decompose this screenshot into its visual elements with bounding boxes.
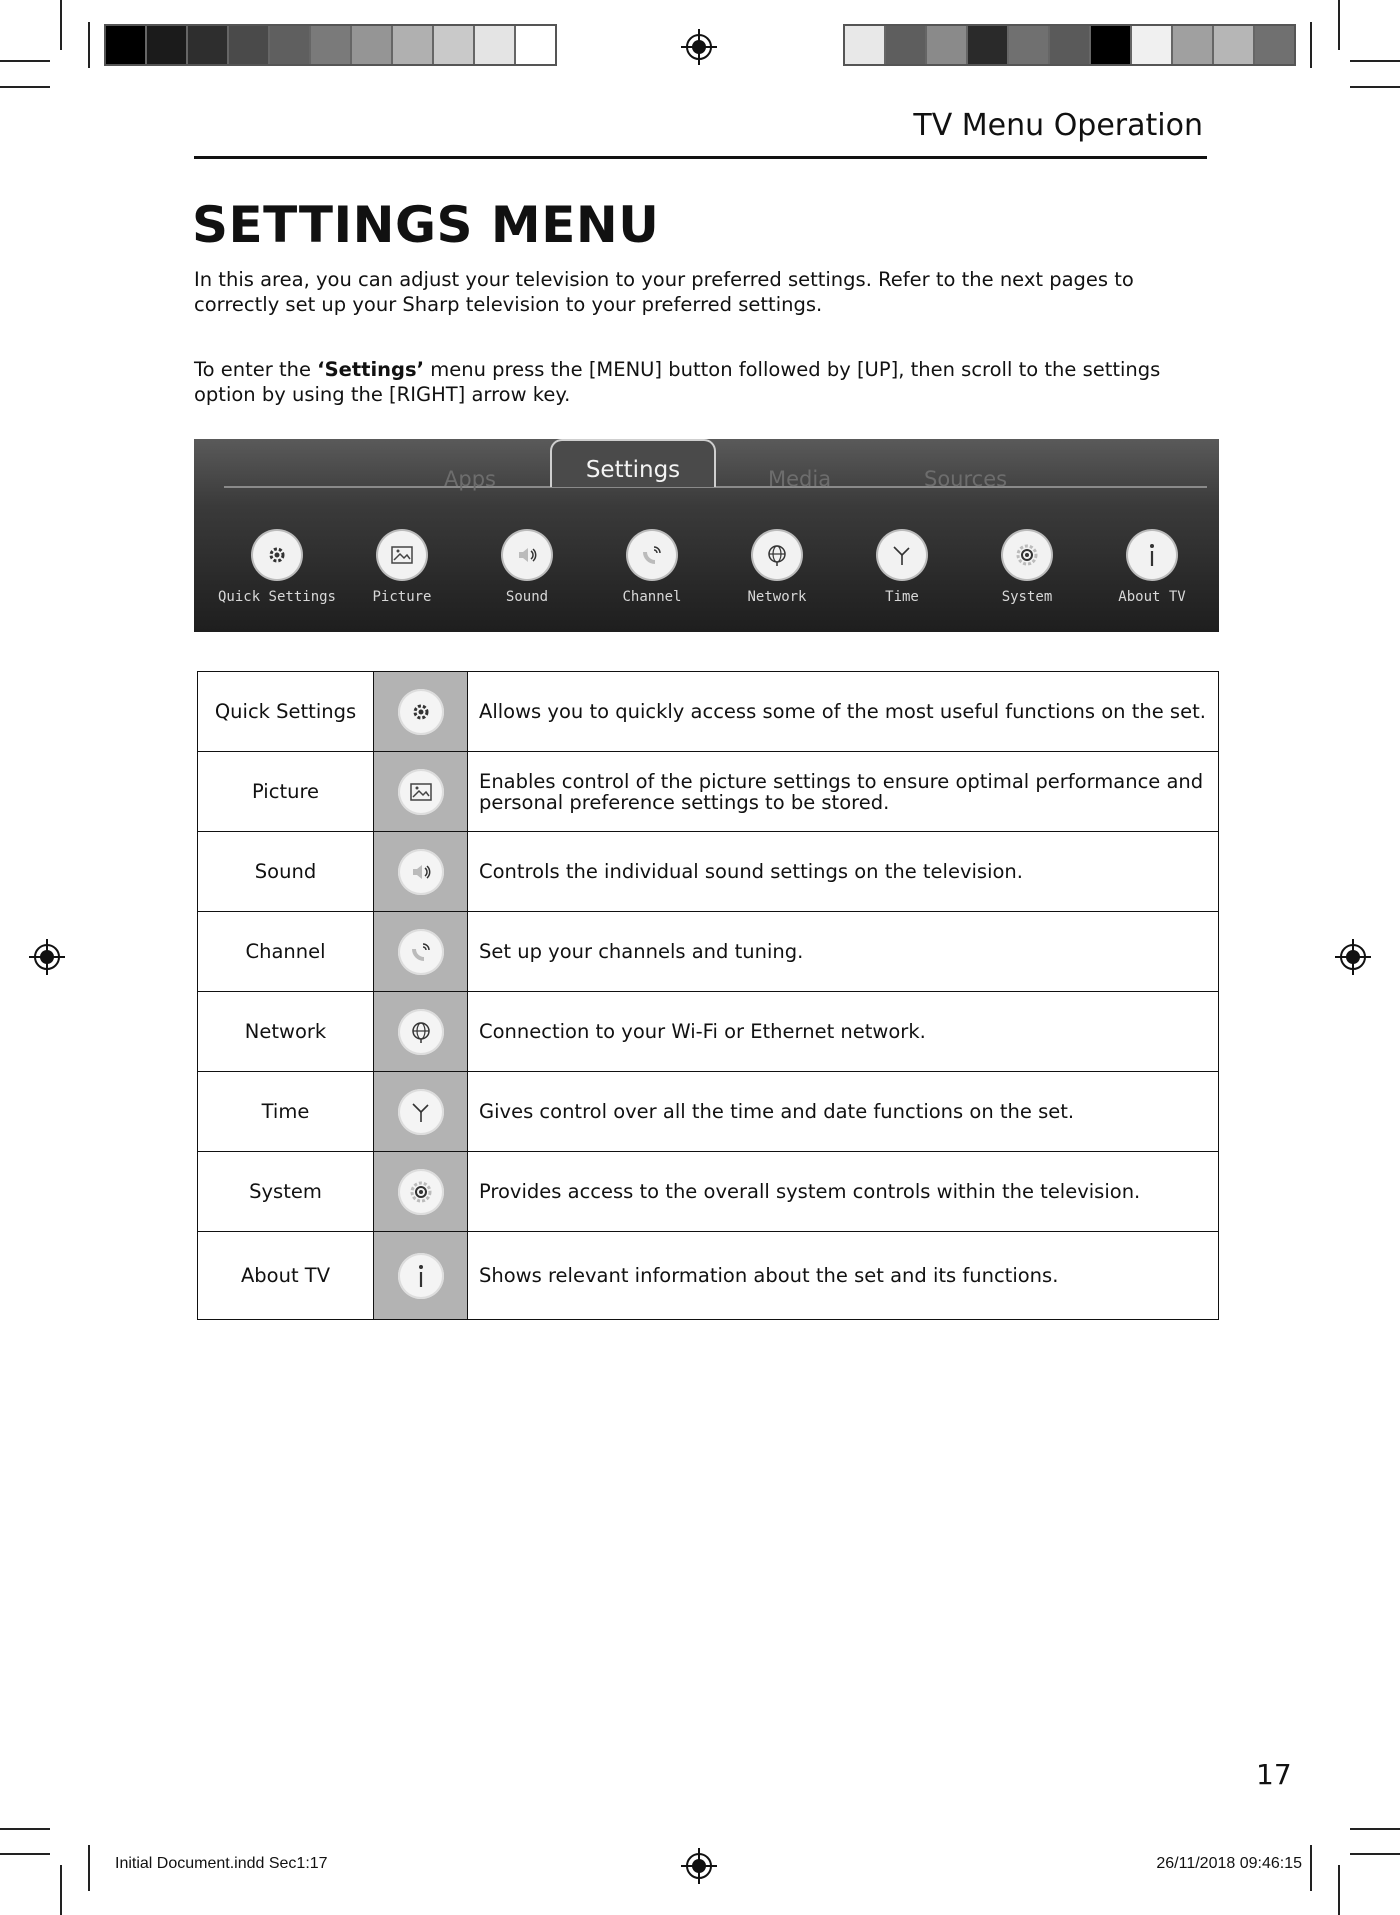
color-swatch (311, 26, 352, 64)
settings-table (197, 671, 1219, 1320)
footer-file-info: Initial Document.indd Sec1:17 (115, 1855, 328, 1872)
picture-icon (390, 545, 414, 565)
enter-instruction (194, 357, 1214, 407)
color-swatch (886, 26, 927, 64)
color-swatch (1214, 26, 1255, 64)
instruction-prefix: To enter the (194, 358, 318, 381)
crop-mark (1350, 60, 1400, 62)
speaker-icon (410, 861, 432, 883)
section-title: TV Menu Operation (913, 108, 1203, 143)
satellite-icon (640, 543, 664, 567)
color-swatch (968, 26, 1009, 64)
tv-item-sound (467, 531, 587, 605)
table-row (198, 672, 1219, 752)
clock-icon (890, 543, 914, 567)
tv-item-label: Quick Settings (217, 589, 336, 605)
row-name: Picture (198, 752, 374, 832)
row-description: Enables control of the picture settings to ensure optimal performance and personal preference settings to be stored. (468, 752, 1219, 832)
tab-apps: Apps (444, 467, 496, 491)
tv-item-label: System (1001, 589, 1053, 605)
tab-settings (550, 439, 716, 487)
color-swatch (147, 26, 188, 64)
table-row (198, 1232, 1219, 1320)
info-icon (1142, 542, 1162, 568)
crop-mark (60, 0, 62, 50)
row-description: Gives control over all the time and date functions on the set. (468, 1072, 1219, 1152)
row-description: Shows relevant information about the set and its functions. (468, 1232, 1219, 1320)
row-description: Allows you to quickly access some of the most useful functions on the set. (468, 672, 1219, 752)
color-swatch (229, 26, 270, 64)
header-rule (194, 156, 1207, 159)
speaker-icon (516, 544, 538, 566)
color-swatch (270, 26, 311, 64)
color-swatch (1173, 26, 1214, 64)
table-row (198, 1072, 1219, 1152)
color-bar-right (843, 24, 1296, 66)
registration-mark-icon (29, 939, 65, 975)
clock-icon (409, 1100, 433, 1124)
tab-sources: Sources (924, 467, 1008, 491)
tv-item-about-tv (1092, 531, 1212, 605)
color-swatch (1132, 26, 1173, 64)
table-row (198, 912, 1219, 992)
page-title: SETTINGS MENU (192, 196, 660, 254)
tv-item-label: About TV (1118, 589, 1186, 605)
color-swatch (1050, 26, 1091, 64)
gear-icon (410, 701, 432, 723)
color-swatch (393, 26, 434, 64)
color-swatch (106, 26, 147, 64)
cog-icon (1015, 543, 1039, 567)
table-row (198, 832, 1219, 912)
row-description: Connection to your Wi-Fi or Ethernet network. (468, 992, 1219, 1072)
tv-menu-screenshot (194, 439, 1219, 632)
footer-timestamp: 26/11/2018 09:46:15 (1156, 1855, 1302, 1872)
row-name: Quick Settings (198, 672, 374, 752)
instruction-menu-name: ‘Settings’ (317, 358, 425, 381)
crop-mark (1310, 1845, 1312, 1891)
instruction-suffix: menu press the [MENU] button followed by [UP], then scroll to the settings option by using the [RIGHT] arrow key. (194, 358, 1161, 406)
color-swatch (188, 26, 229, 64)
info-icon (411, 1263, 431, 1289)
tv-item-system (967, 531, 1087, 605)
tv-item-time (842, 531, 962, 605)
row-name: Time (198, 1072, 374, 1152)
crop-mark (0, 1828, 50, 1830)
registration-mark-icon (681, 29, 717, 65)
color-swatch (927, 26, 968, 64)
color-swatch (1255, 26, 1294, 64)
row-name: Channel (198, 912, 374, 992)
row-name: About TV (198, 1232, 374, 1320)
table-row (198, 1152, 1219, 1232)
tab-settings-label: Settings (585, 457, 681, 483)
color-swatch (516, 26, 555, 64)
crop-mark (0, 1853, 50, 1855)
globe-icon (765, 543, 789, 567)
gear-icon (266, 544, 288, 566)
color-swatch (845, 26, 886, 64)
tv-item-picture (342, 531, 462, 605)
crop-mark (0, 60, 50, 62)
tv-item-label: Channel (622, 589, 682, 605)
row-description: Provides access to the overall system controls within the television. (468, 1152, 1219, 1232)
color-swatch (1091, 26, 1132, 64)
color-swatch (434, 26, 475, 64)
cog-icon (409, 1180, 433, 1204)
tv-item-channel (592, 531, 712, 605)
tv-item-label: Picture (372, 589, 432, 605)
crop-mark (1350, 1853, 1400, 1855)
picture-icon (409, 782, 433, 802)
crop-mark (1350, 1828, 1400, 1830)
tv-item-label: Network (747, 589, 807, 605)
globe-icon (409, 1020, 433, 1044)
row-name: Network (198, 992, 374, 1072)
intro-paragraph: In this area, you can adjust your television to your preferred settings. Refer to the next pages to correctly set up your Sharp television to your preferred settings. (194, 268, 1134, 316)
crop-mark (88, 22, 90, 68)
crop-mark (1338, 0, 1340, 50)
crop-mark (0, 86, 50, 88)
table-row (198, 752, 1219, 832)
registration-mark-icon (1335, 939, 1371, 975)
crop-mark (1350, 86, 1400, 88)
crop-mark (60, 1865, 62, 1915)
color-bar-left (104, 24, 557, 66)
satellite-icon (409, 940, 433, 964)
row-name: Sound (198, 832, 374, 912)
tab-media: Media (768, 467, 832, 491)
color-swatch (475, 26, 516, 64)
crop-mark (88, 1845, 90, 1891)
registration-mark-icon (681, 1848, 717, 1884)
row-description: Controls the individual sound settings on the television. (468, 832, 1219, 912)
color-swatch (352, 26, 393, 64)
table-row (198, 992, 1219, 1072)
page-number: 17 (1256, 1758, 1292, 1791)
tv-item-label: Time (885, 589, 919, 605)
tv-item-label: Sound (505, 589, 549, 605)
color-swatch (1009, 26, 1050, 64)
crop-mark (1310, 22, 1312, 68)
row-description: Set up your channels and tuning. (468, 912, 1219, 992)
tv-item-quick-settings (217, 531, 337, 605)
tv-item-network (717, 531, 837, 605)
row-name: System (198, 1152, 374, 1232)
crop-mark (1338, 1865, 1340, 1915)
